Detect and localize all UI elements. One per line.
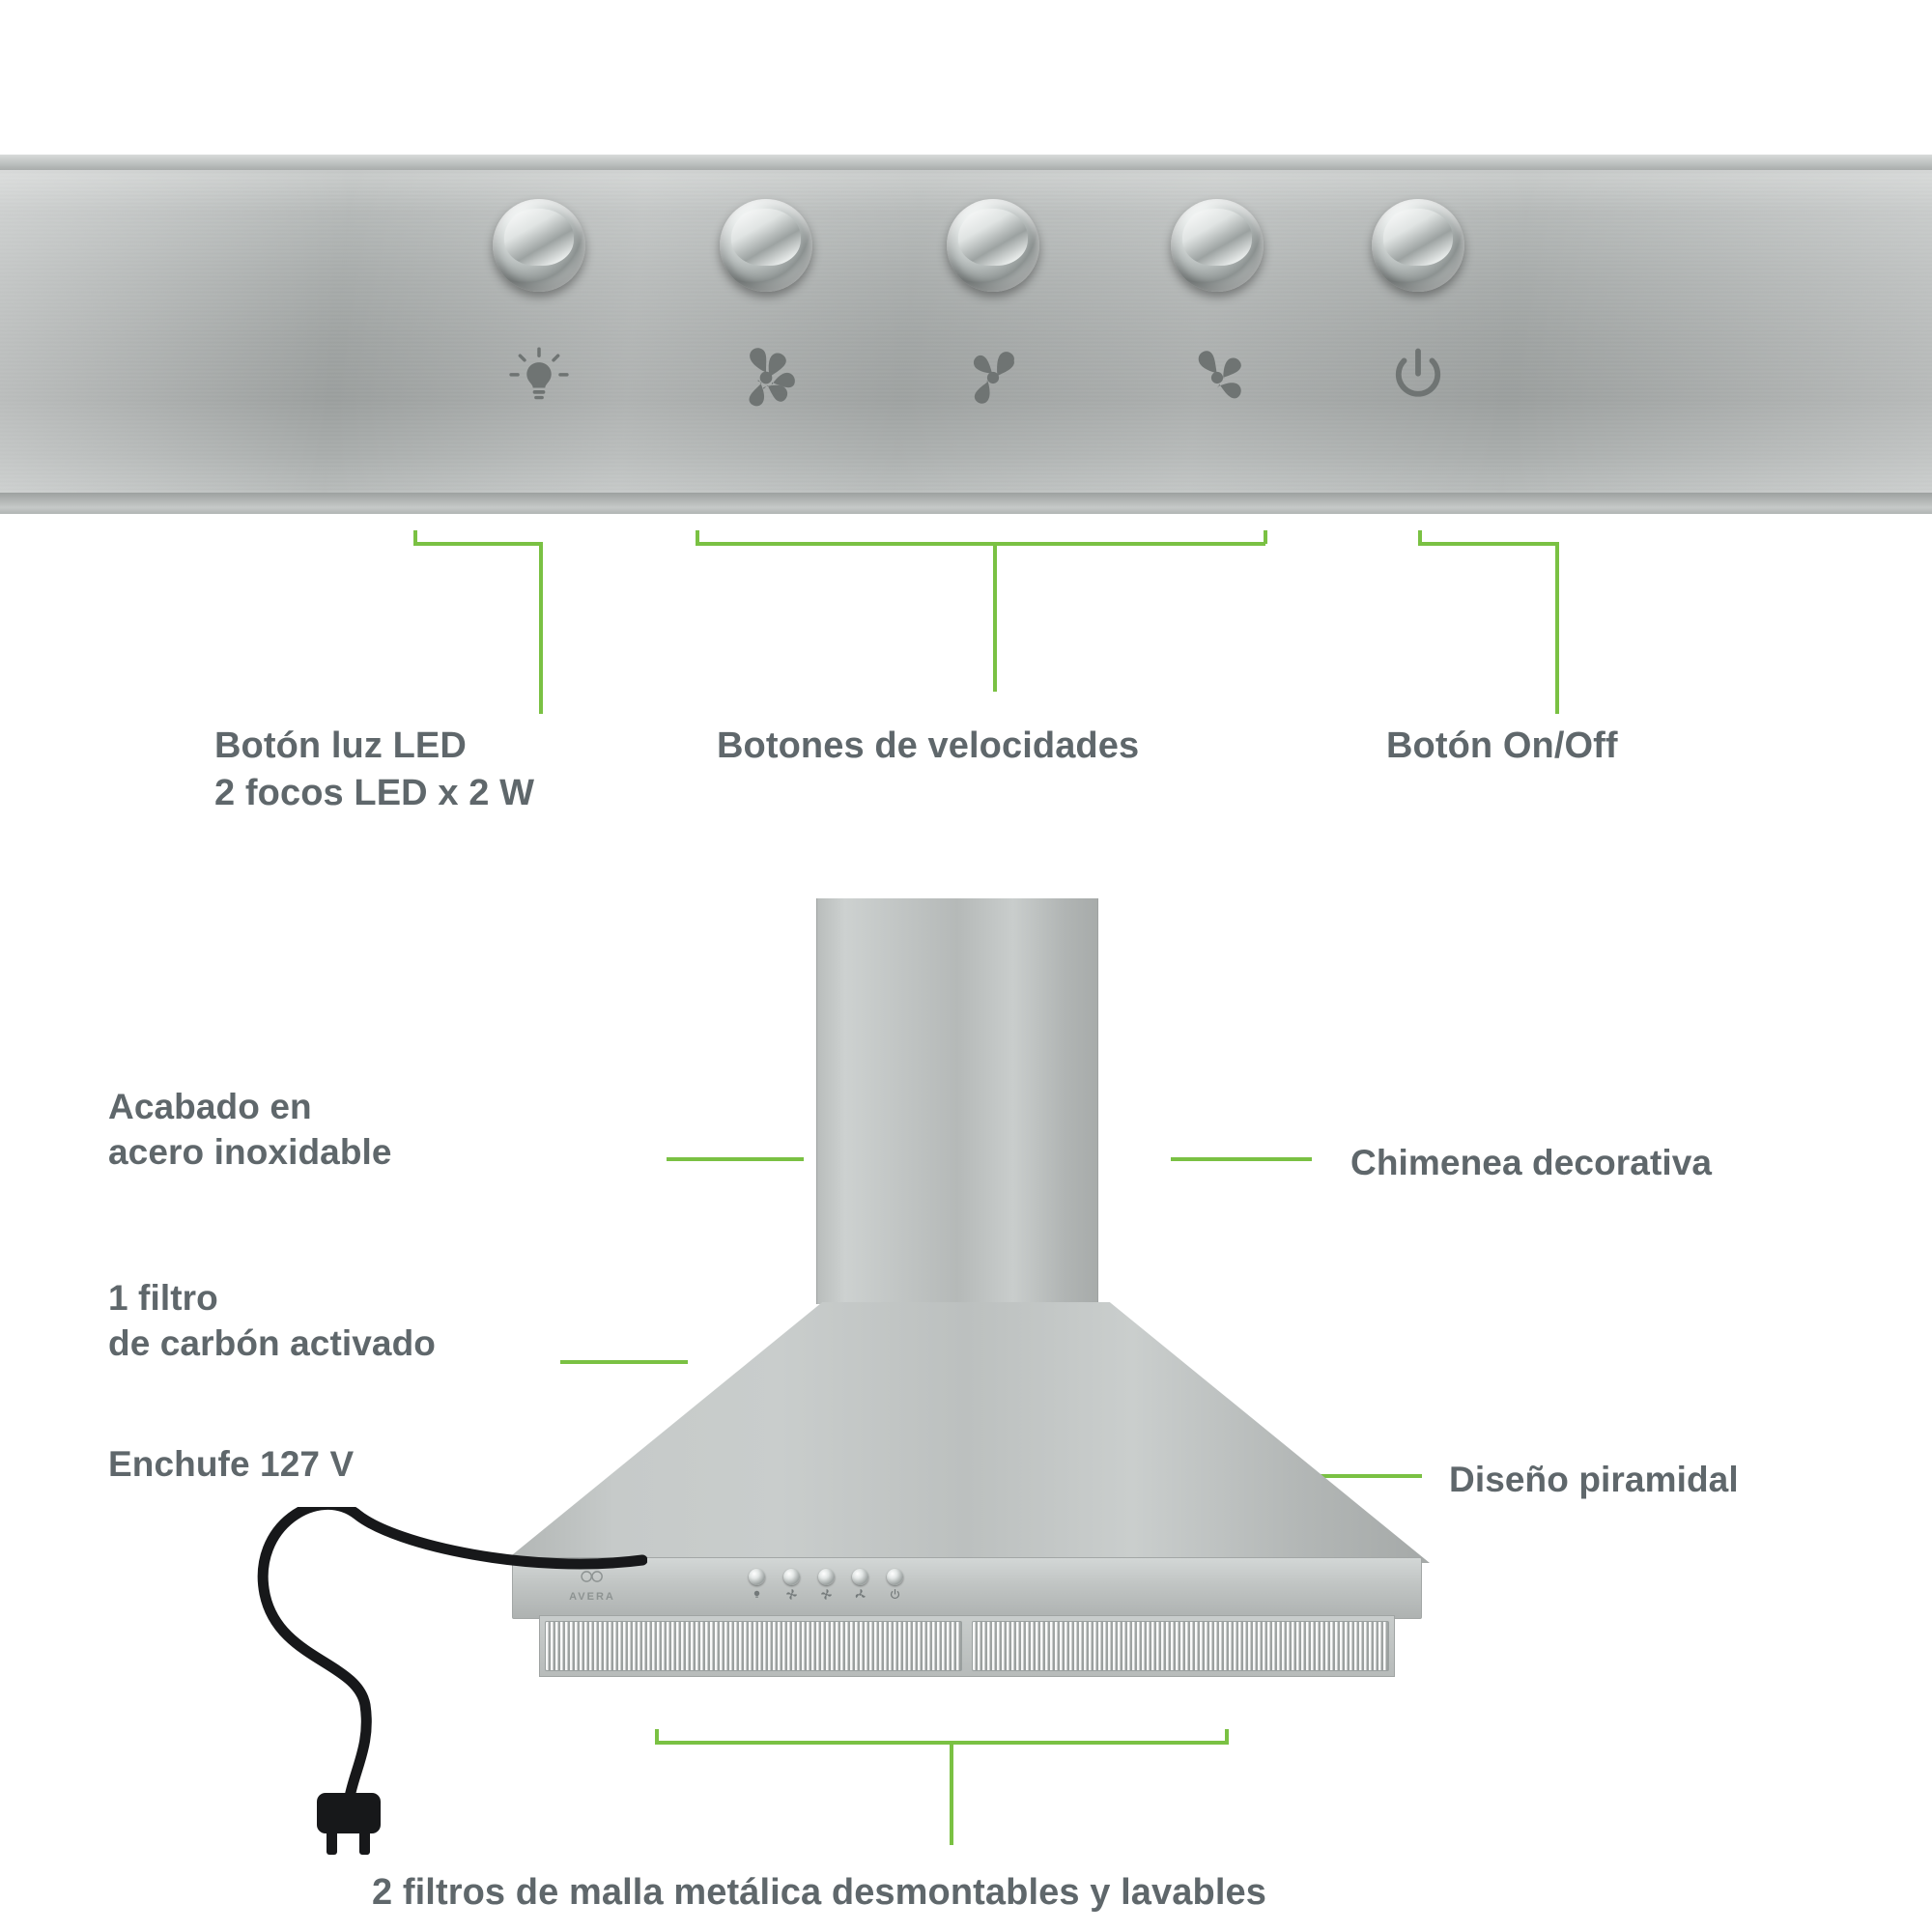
panel-bottom-edge (0, 493, 1932, 514)
callout-carbon-line2: de carbón activado (108, 1323, 437, 1364)
fan-5-blade-icon (703, 340, 829, 415)
callout-led-line2: 2 focos LED x 2 W (214, 772, 535, 813)
callout-finish (108, 1084, 392, 1176)
knob-highlight (740, 212, 777, 236)
mini-knob (818, 1569, 835, 1585)
callout-finish-line1: Acabado en (108, 1087, 312, 1126)
mini-button-led[interactable] (749, 1569, 765, 1601)
knob-speed-low[interactable] (1171, 199, 1264, 292)
mini-knob (887, 1569, 903, 1585)
connector-onoff (1420, 530, 1557, 714)
connector-speeds-top (697, 530, 1265, 544)
mini-knob (783, 1569, 800, 1585)
power-icon (889, 1588, 901, 1601)
power-cord (242, 1507, 647, 1874)
control-panel-photo (0, 155, 1932, 514)
mini-button-speed-high[interactable] (783, 1569, 800, 1601)
mini-knob (749, 1569, 765, 1585)
plug-prong (359, 1830, 370, 1855)
knob-highlight (967, 212, 1004, 236)
knob-speed-high[interactable] (720, 199, 812, 292)
callout-pyramid-design: Diseño piramidal (1449, 1460, 1739, 1499)
hood-base-trim (512, 1557, 1422, 1619)
connector-speeds-ends (697, 530, 1265, 544)
callout-speed-buttons: Botones de velocidades (717, 725, 1140, 766)
mini-button-speed-low[interactable] (852, 1569, 868, 1601)
fan-5-blade-icon (785, 1588, 798, 1601)
knob-highlight (1191, 212, 1228, 236)
fan-3-blade-icon (854, 1588, 867, 1601)
callout-mesh-filters: 2 filtros de malla metálica desmontables y lavables (372, 1872, 1266, 1913)
knob-power[interactable] (1372, 199, 1464, 292)
connector-mesh-bracket (657, 1729, 1227, 1743)
mini-button-power[interactable] (887, 1569, 903, 1601)
callout-finish-line2: acero inoxidable (108, 1132, 392, 1173)
callout-led-button (214, 723, 534, 816)
knob-led-light[interactable] (493, 199, 585, 292)
callout-plug: Enchufe 127 V (108, 1444, 355, 1484)
hood-brand-text: AVERA (569, 1591, 615, 1603)
power-icon (1355, 340, 1481, 412)
callout-on-off-button: Botón On/Off (1386, 725, 1618, 766)
knob-highlight (1392, 212, 1429, 236)
knob-speed-medium[interactable] (947, 199, 1039, 292)
connector-led (415, 530, 541, 714)
fan-4-blade-icon (930, 340, 1056, 415)
fan-4-blade-icon (820, 1588, 833, 1601)
callout-carbon-filter (108, 1275, 436, 1367)
mesh-filter (972, 1621, 1389, 1671)
panel-top-edge (0, 155, 1932, 170)
hood-chimney (816, 898, 1098, 1304)
knob-highlight (513, 212, 550, 236)
hood-mesh-filters (539, 1615, 1395, 1677)
hood-mini-control-panel (749, 1569, 903, 1607)
callout-carbon-line1: 1 filtro (108, 1278, 218, 1318)
plug-prong (327, 1830, 337, 1855)
mini-knob (852, 1569, 868, 1585)
fan-3-blade-icon (1154, 340, 1280, 415)
plug-body (317, 1793, 381, 1833)
callout-chimney: Chimenea decorativa (1350, 1143, 1713, 1182)
lightbulb-icon (476, 340, 602, 412)
callout-led-line1: Botón luz LED (214, 725, 467, 766)
lightbulb-icon (751, 1588, 763, 1601)
mini-button-speed-medium[interactable] (818, 1569, 835, 1601)
